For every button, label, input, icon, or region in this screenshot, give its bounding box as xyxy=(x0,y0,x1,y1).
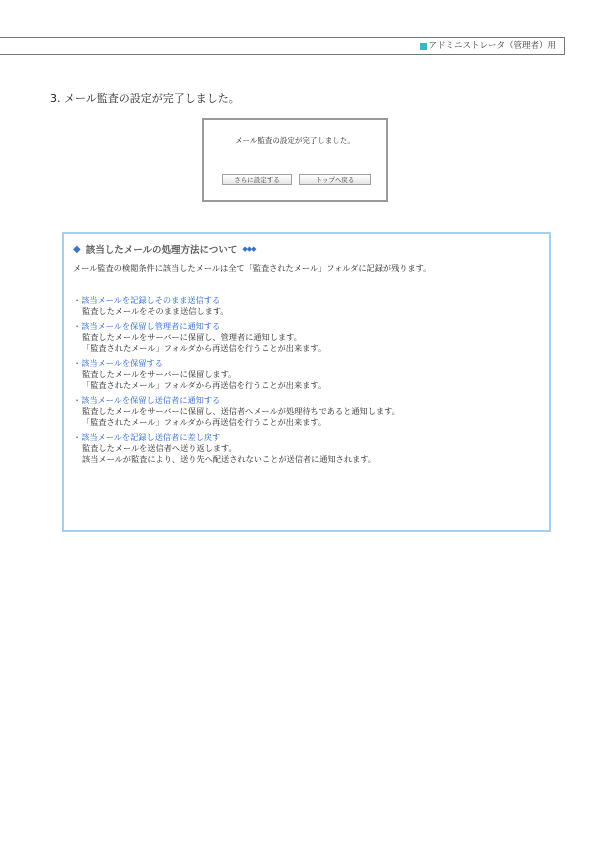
back-to-top-button[interactable]: トップへ戻る xyxy=(299,174,371,185)
item-title: ・該当メールを保留する xyxy=(73,358,163,368)
item-description: 監査したメールをそのまま送信します。 xyxy=(82,306,229,316)
item-description: 監査したメールをサーバーに保留し、管理者に通知します。 xyxy=(82,332,302,342)
item-description: 監査したメールをサーバーに保留し、送信者へメールが処理待ちであると通知します。 xyxy=(82,406,400,416)
item-title: ・該当メールを保留し管理者に通知する xyxy=(73,321,221,331)
diamond-icon: ◆ xyxy=(73,243,81,255)
list-item xyxy=(73,321,543,354)
item-description: 監査したメールを送信者へ送り返します。 xyxy=(82,443,237,453)
info-title xyxy=(73,242,255,256)
info-title-text: 該当したメールの処理方法について xyxy=(85,245,238,256)
continue-setting-button[interactable]: さらに設定する xyxy=(222,174,292,185)
item-title: ・該当メールを記録しそのまま送信する xyxy=(73,295,221,305)
item-description: 「監査されたメール」フォルダから再送信を行うことが出来ます。 xyxy=(82,343,327,353)
info-intro: メール監査の検閲条件に該当したメールは全て「監査されたメール」フォルダに記録が残ります。 xyxy=(73,263,432,273)
dialog-message: メール監査の設定が完了しました。 xyxy=(235,136,355,145)
item-description: 「監査されたメール」フォルダから再送信を行うことが出来ます。 xyxy=(82,380,327,390)
item-title: ・該当メールを記録し送信者に差し戻す xyxy=(73,432,221,442)
item-description: 「監査されたメール」フォルダから再送信を行うことが出来ます。 xyxy=(82,417,327,427)
header-bar xyxy=(0,37,565,55)
list-item xyxy=(73,358,543,391)
square-icon xyxy=(420,43,427,50)
item-description: 該当メールが監査により、送り先へ配送されないことが送信者に通知されます。 xyxy=(82,454,376,464)
step-heading: 3. メール監査の設定が完了しました。 xyxy=(50,92,240,105)
info-box xyxy=(62,232,551,532)
diamonds-decoration-icon: ◆◆◆ xyxy=(242,245,256,253)
action-list xyxy=(73,295,543,469)
audience-label xyxy=(420,40,556,52)
list-item xyxy=(73,395,543,428)
item-description: 監査したメールをサーバーに保留します。 xyxy=(82,369,237,379)
completion-dialog xyxy=(202,118,388,202)
list-item xyxy=(73,432,543,465)
audience-label-text: アドミニストレータ（管理者）用 xyxy=(428,41,556,51)
list-item xyxy=(73,295,543,317)
item-title: ・該当メールを保留し送信者に通知する xyxy=(73,395,221,405)
